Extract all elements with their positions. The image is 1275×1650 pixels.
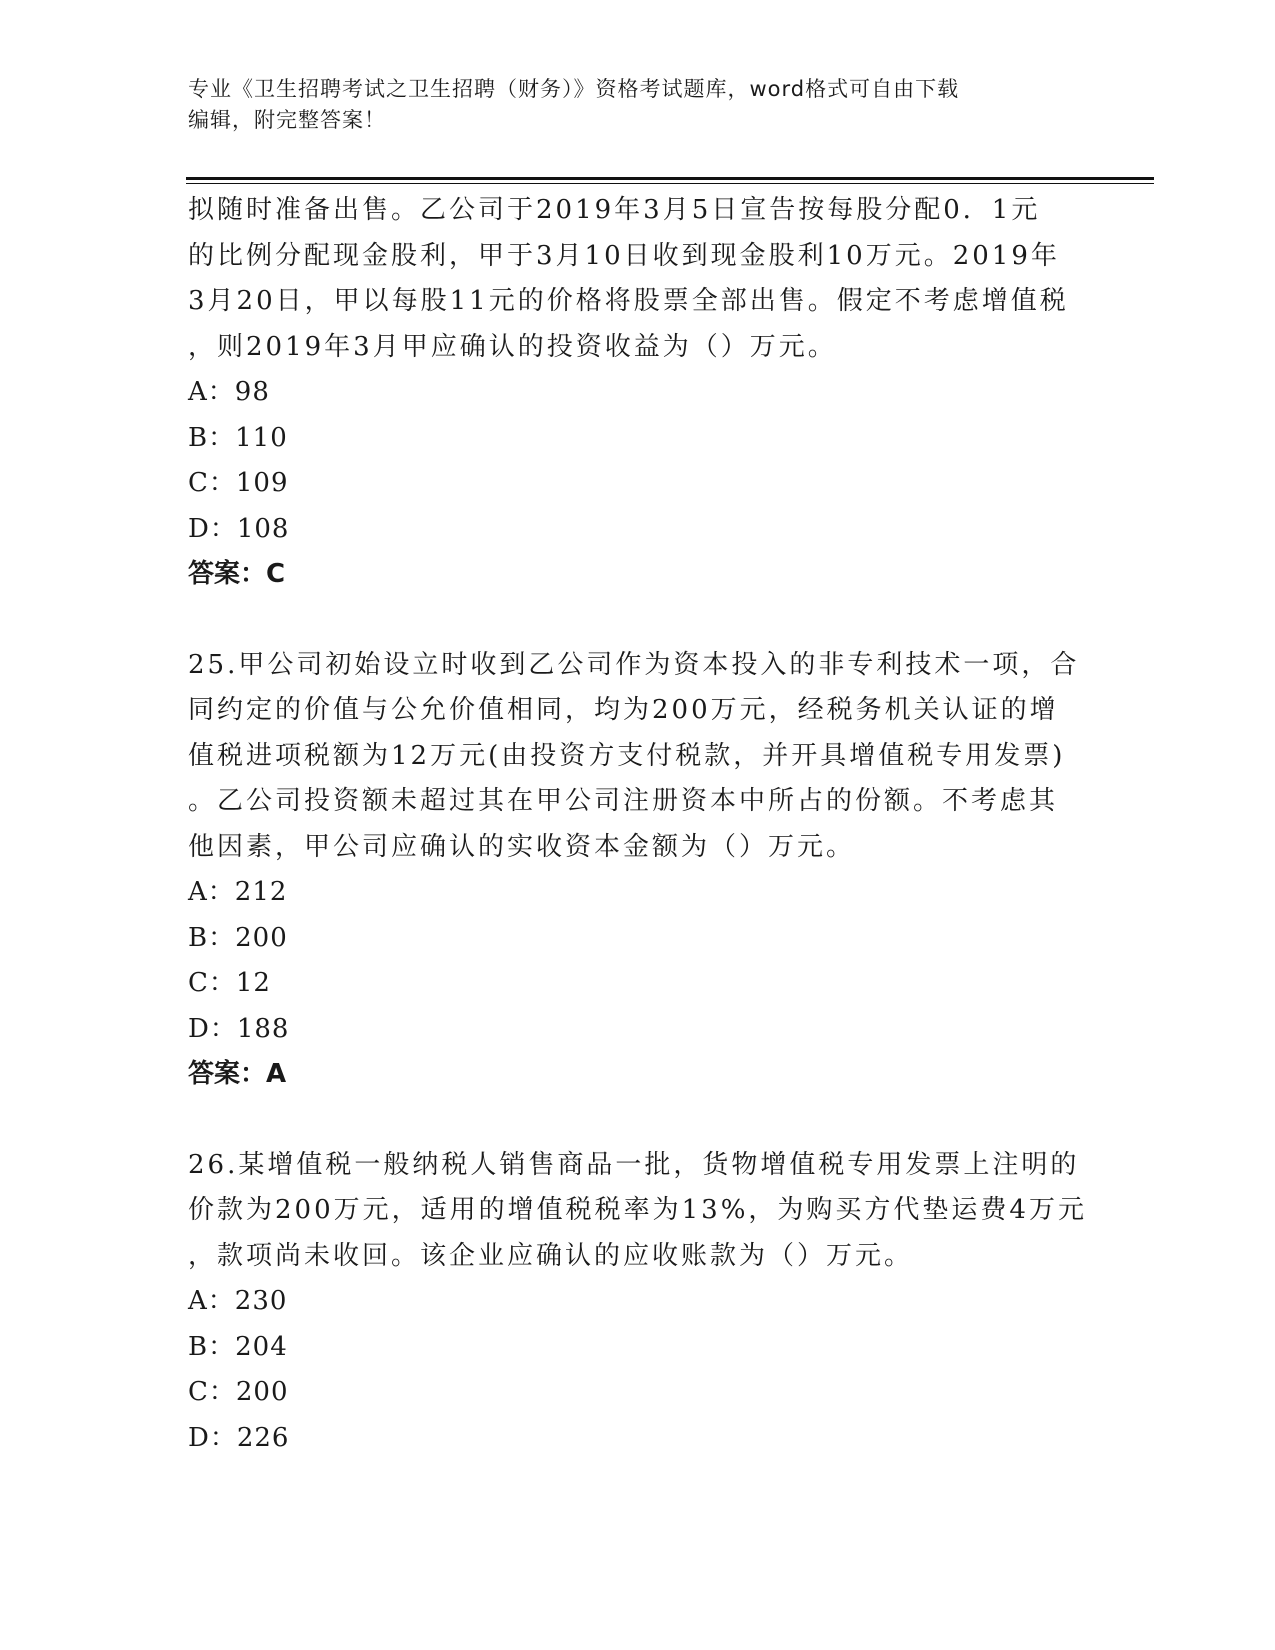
header-divider-thin xyxy=(186,183,1154,184)
question-text-line: 的比例分配现金股利，甲于3月10日收到现金股利10万元。2019年 xyxy=(188,240,1060,271)
answer: 答案：A xyxy=(188,1059,287,1089)
option-d: D：188 xyxy=(188,1013,290,1044)
header-divider-thick xyxy=(186,177,1154,180)
question-text-line: 3月20日，甲以每股11元的价格将股票全部出售。假定不考虑增值税 xyxy=(188,286,1069,316)
option-b: B：110 xyxy=(188,422,288,453)
question-text-line: ，则2019年3月甲应确认的投资收益为（）万元。 xyxy=(188,331,837,362)
spacer xyxy=(188,598,1088,643)
question-text-line: 。乙公司投资额未超过其在甲公司注册资本中所占的份额。不考虑其 xyxy=(188,786,1059,816)
question-text-line: 同约定的价值与公允价值相同，均为200万元，经税务机关认证的增 xyxy=(188,695,1059,725)
question-text-line: 他因素，甲公司应确认的实收资本金额为（）万元。 xyxy=(188,831,856,862)
option-a: A：230 xyxy=(188,1286,288,1316)
option-b: B：204 xyxy=(188,1331,288,1362)
answer: 答案：C xyxy=(188,559,286,589)
header-line-2: 编辑，附完整答案！ xyxy=(188,108,386,132)
question-text-line: 值税进项税额为12万元(由投资方支付税款，并开具增值税专用发票) xyxy=(188,740,1066,771)
question-text-line: 25.甲公司初始设立时收到乙公司作为资本投入的非专利技术一项，合 xyxy=(188,649,1080,680)
option-c: C：109 xyxy=(188,468,289,498)
question-24 xyxy=(188,188,1088,598)
option-a: A：212 xyxy=(188,877,288,907)
question-text-line: 价款为200万元，适用的增值税税率为13%，为购买方代垫运费4万元 xyxy=(188,1195,1087,1225)
question-text-line: ，款项尚未收回。该企业应确认的应收账款为（）万元。 xyxy=(188,1240,914,1271)
question-text-line: 26.某增值税一般纳税人销售商品一批，货物增值税专用发票上注明的 xyxy=(188,1149,1080,1180)
option-b: B：200 xyxy=(188,922,288,953)
question-list xyxy=(188,188,1088,1461)
option-c: C：200 xyxy=(188,1377,289,1407)
option-d: D：108 xyxy=(188,513,290,544)
question-25 xyxy=(188,643,1088,1098)
header-line-1: 专业《卫生招聘考试之卫生招聘（财务）》资格考试题库，word格式可自由下载 xyxy=(188,77,960,101)
option-d: D：226 xyxy=(188,1422,290,1453)
question-text-line: 拟随时准备出售。乙公司于2019年3月5日宣告按每股分配0．1元 xyxy=(188,195,1041,225)
option-a: A：98 xyxy=(188,377,270,407)
document-header xyxy=(188,74,1068,136)
option-c: C：12 xyxy=(188,968,271,998)
question-26 xyxy=(188,1143,1088,1462)
spacer xyxy=(188,1098,1088,1143)
